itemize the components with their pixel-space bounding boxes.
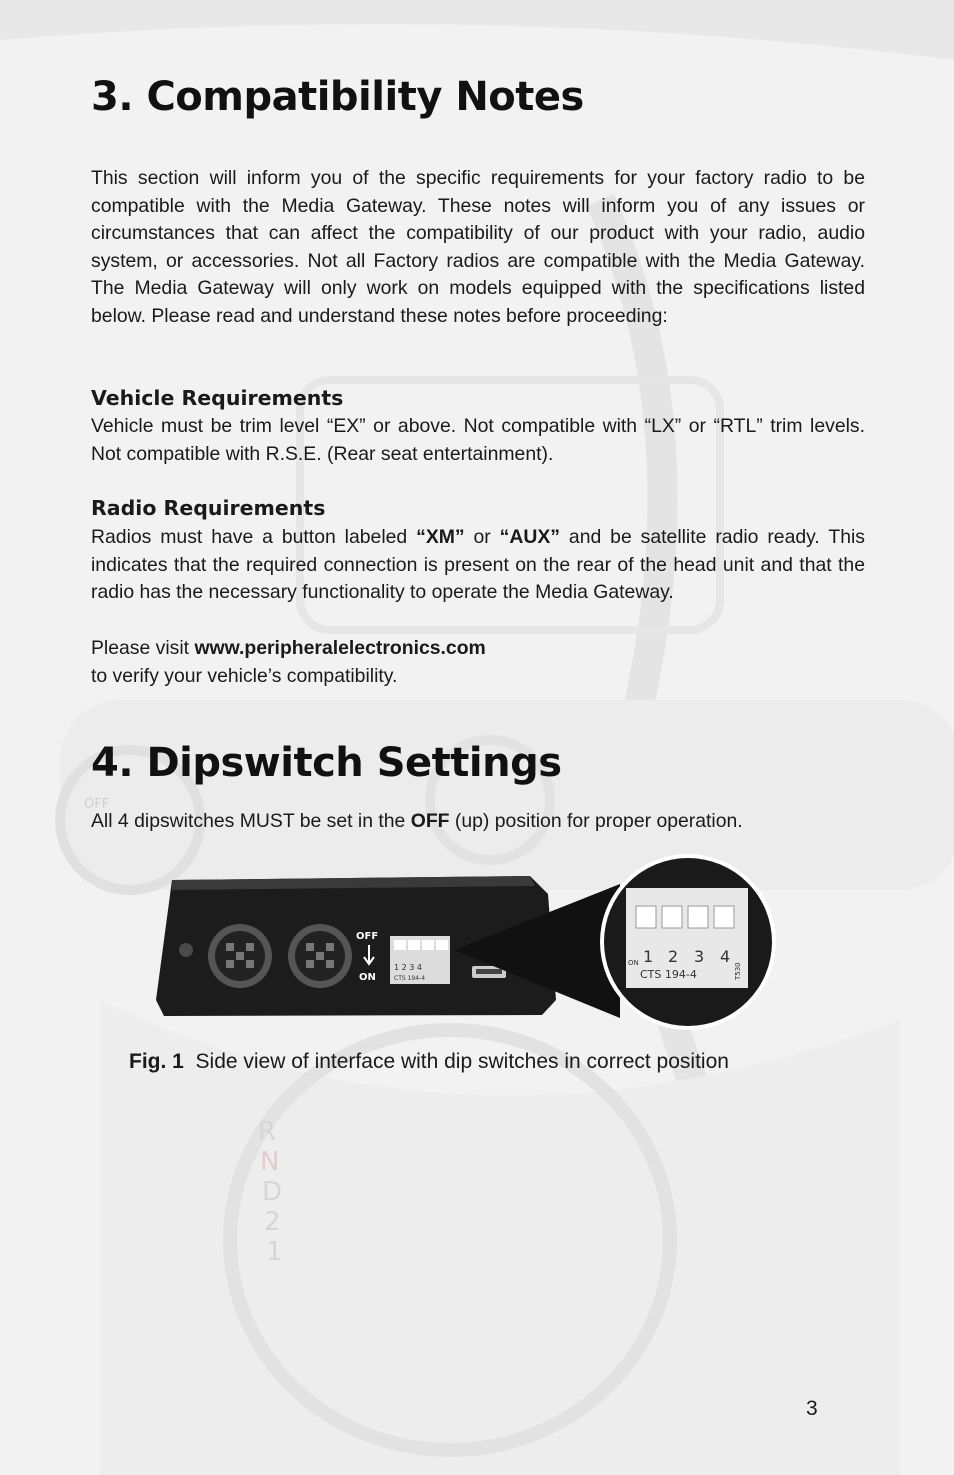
off-label-text: OFF xyxy=(356,931,379,942)
bg-gear-1: 1 xyxy=(266,1237,283,1267)
bg-gear-2: 2 xyxy=(264,1207,281,1237)
website-link[interactable]: www.peripheralelectronics.com xyxy=(194,637,486,659)
din-port-icon xyxy=(288,924,352,988)
zoom-cts-text: CTS 194-4 xyxy=(640,968,697,981)
din-port-icon xyxy=(208,924,272,988)
zoom-code-text: T530 xyxy=(734,962,742,980)
radio-requirements-heading: Radio Requirements xyxy=(91,496,326,520)
radio-or-text: or xyxy=(464,526,500,548)
on-label-text: ON xyxy=(359,972,376,983)
bg-gear-d: D xyxy=(262,1177,283,1207)
screw-icon xyxy=(179,943,193,957)
visit-prefix: Please visit xyxy=(91,637,195,659)
visit-suffix: to verify your vehicle’s compatibility. xyxy=(91,664,398,687)
figure-1-device xyxy=(150,850,790,1045)
bg-off-text: OFF xyxy=(84,797,110,812)
zoom-on-text: ON xyxy=(628,959,639,967)
page-number: 3 xyxy=(806,1397,818,1420)
dipswitch-instruction xyxy=(91,808,865,836)
vehicle-requirements-text: Vehicle must be trim level “EX” or above. Not compatible with “LX” or “RTL” trim levels. Not compatible with R.S.E. (Rear seat entertainment). xyxy=(91,415,865,465)
zoom-number-4: 4 xyxy=(720,947,731,966)
bg-gear-r: R xyxy=(258,1117,277,1147)
section-3-title: 3. Compatibility Notes xyxy=(91,74,584,120)
xm-label: “XM” xyxy=(416,526,465,548)
section-3-intro: This section will inform you of the specific requirements for your factory radio to be compatible with the Media Gateway. These notes will inform you of any issues or circumstances that can affect the compatibility of our product with your radio, audio system, or accessories. Not all Factory radios are compatible with the Media Gateway. The Media Gateway will only work on models equipped with the specifications listed below. Please read and understand these notes before proceeding: xyxy=(91,167,865,327)
dip-text-suffix: (up) position for proper operation. xyxy=(449,810,743,832)
section-4-title: 4. Dipswitch Settings xyxy=(91,740,562,786)
small-dip-numbers: 1 2 3 4 xyxy=(394,963,422,972)
vehicle-requirements-heading: Vehicle Requirements xyxy=(91,386,344,410)
zoom-number-2: 2 xyxy=(668,947,679,966)
radio-requirements-text xyxy=(91,524,865,607)
aux-label: “AUX” xyxy=(499,526,561,548)
bg-gear-n: N xyxy=(260,1147,280,1177)
figure-caption xyxy=(129,1050,729,1074)
visit-website-text xyxy=(91,635,865,690)
caption-text: Side view of interface with dip switches in correct position xyxy=(195,1050,729,1073)
zoom-number-1: 1 xyxy=(643,947,654,966)
radio-text-part-1: Radios must have a button labeled xyxy=(91,526,417,548)
off-label: OFF xyxy=(410,810,450,832)
caption-label: Fig. 1 xyxy=(129,1050,184,1073)
small-dip-cts: CTS 194-4 xyxy=(394,975,426,982)
radio-text-part-2: and be satellite radio ready. This indicates that the required connection is present on the rear of the head unit and that the radio has the necessary functionality to operate the Media Gateway. xyxy=(91,526,865,604)
zoom-number-3: 3 xyxy=(694,947,705,966)
dip-text-prefix: All 4 dipswitches MUST be set in the xyxy=(91,810,411,832)
